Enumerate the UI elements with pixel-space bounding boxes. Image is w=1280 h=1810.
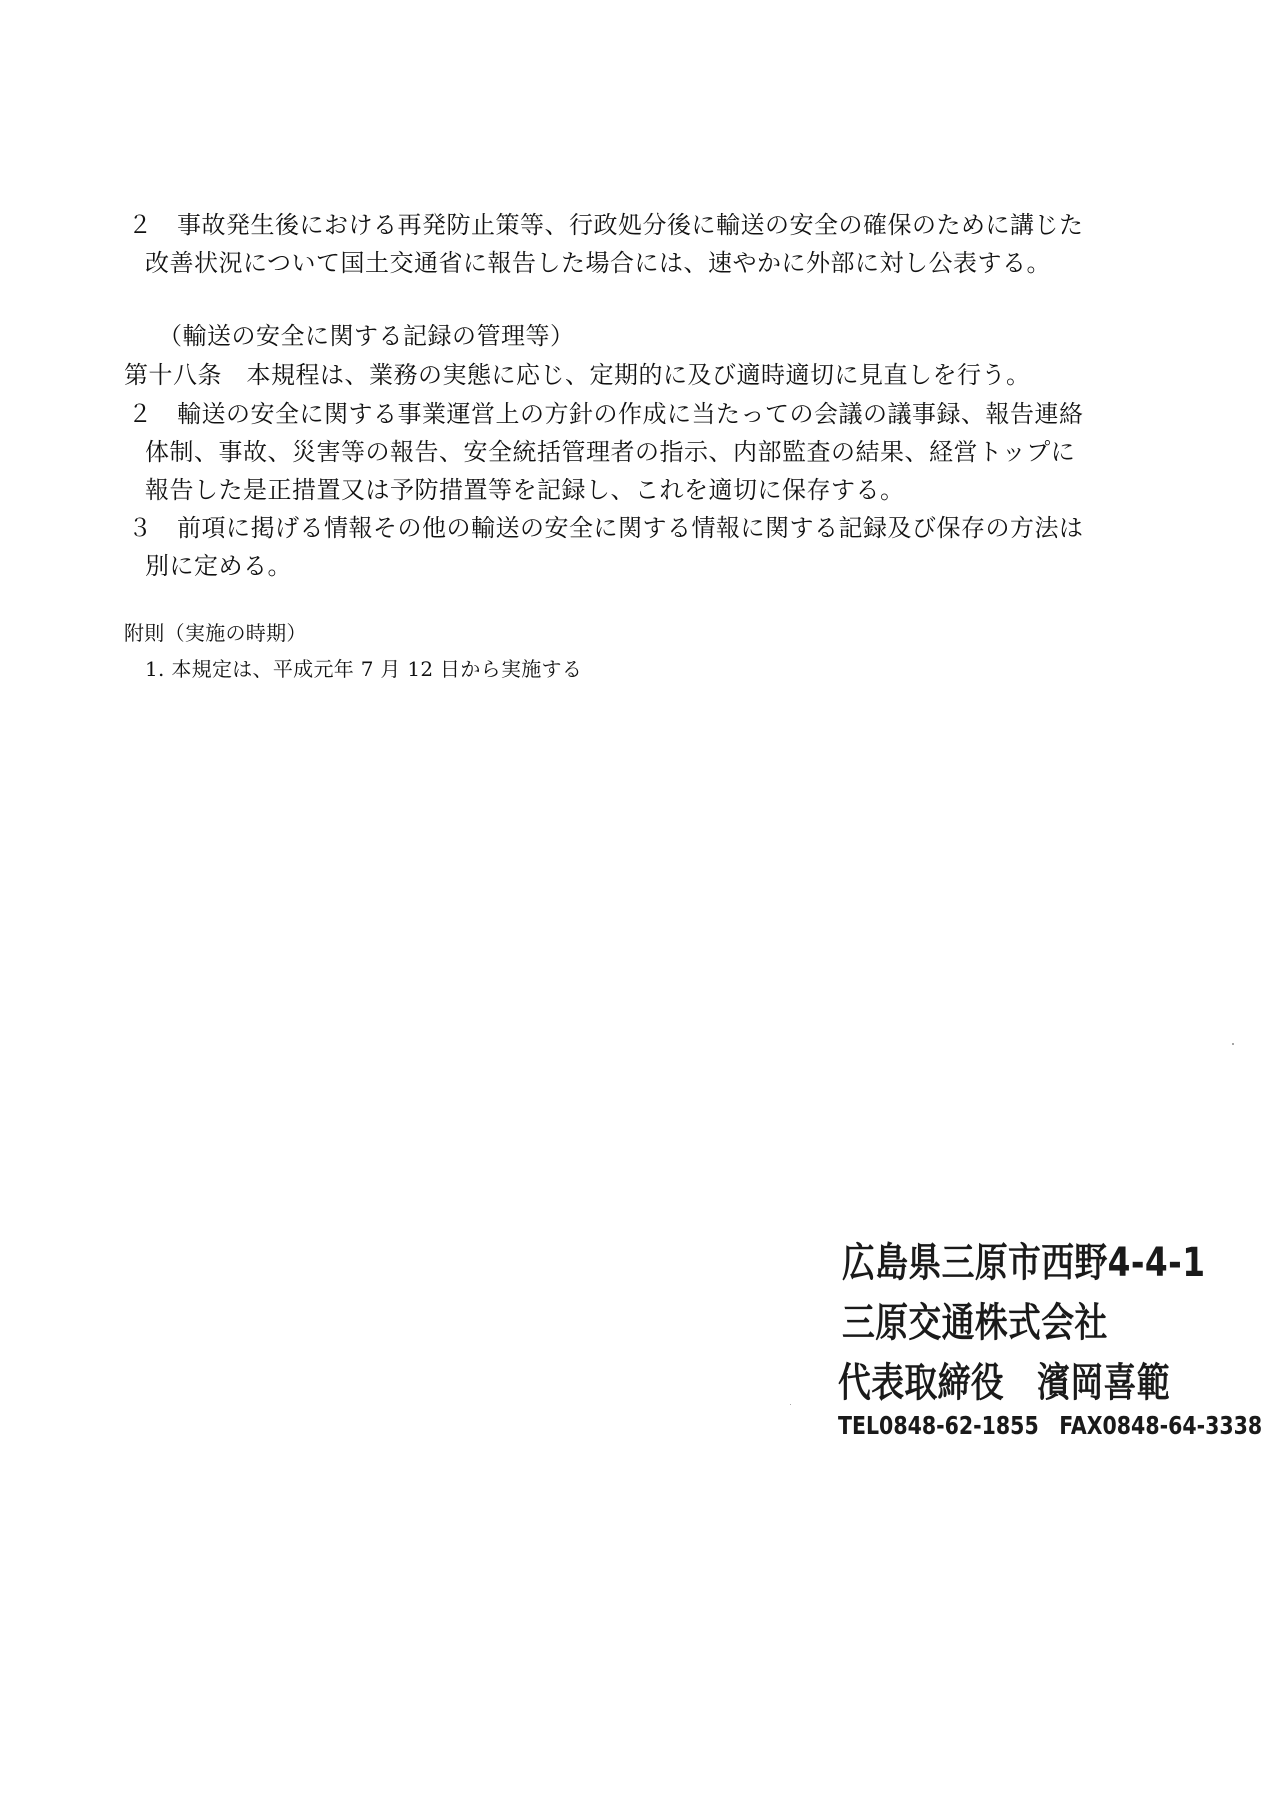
article18-item3-line1: ３ 前項に掲げる情報その他の輸送の安全に関する情報に関する記録及び保存の方法は — [128, 514, 1084, 542]
item2-line1: ２ 事故発生後における再発防止策等、行政処分後に輸送の安全の確保のために講じた — [128, 211, 1084, 239]
article18-main: 第十八条 本規程は、業務の実態に応じ、定期的に及び適時適切に見直しを行う。 — [124, 361, 1031, 389]
section-heading: （輸送の安全に関する記録の管理等） — [158, 322, 575, 350]
article18-item2-line1: ２ 輸送の安全に関する事業運営上の方針の作成に当たっての会議の議事録、報告連絡 — [128, 400, 1084, 428]
article18-item2-line2: 体制、事故、災害等の報告、安全統括管理者の指示、内部監査の結果、経営トップに — [145, 438, 1076, 466]
scan-speck — [1232, 1043, 1234, 1045]
supplementary-item1: 1. 本規定は、平成元年 7 月 12 日から実施する — [145, 657, 583, 681]
company-representative: 代表取締役 濱岡喜範 — [838, 1360, 1171, 1406]
company-address: 広島県三原市西野4-4-1 — [842, 1240, 1206, 1286]
company-contact: TEL0848-62-1855 FAX0848-64-3338 — [838, 1411, 1263, 1440]
article18-item3-line2: 別に定める。 — [145, 552, 292, 580]
supplementary-title: 附則（実施の時期） — [124, 621, 307, 645]
company-name: 三原交通株式会社 — [842, 1300, 1108, 1346]
scan-speck — [790, 1404, 791, 1405]
article18-item2-line3: 報告した是正措置又は予防措置等を記録し、これを適切に保存する。 — [145, 476, 905, 504]
item2-line2: 改善状況について国土交通省に報告した場合には、速やかに外部に対し公表する。 — [145, 249, 1052, 277]
